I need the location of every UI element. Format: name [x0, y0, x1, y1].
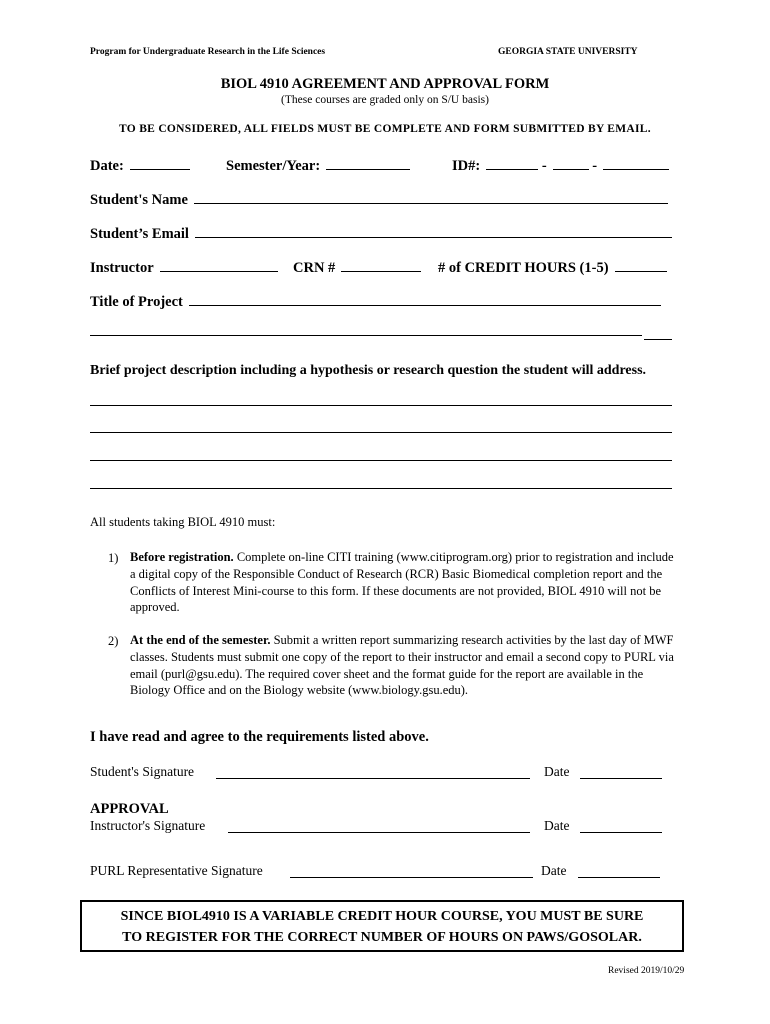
project-title-label: Title of Project: [90, 294, 183, 310]
crn-field[interactable]: [341, 259, 421, 272]
credit-hours-label: # of CREDIT HOURS (1-5): [438, 260, 609, 276]
date-field[interactable]: [130, 157, 190, 170]
id-separator-2: -: [592, 158, 598, 174]
student-name-label: Student's Name: [90, 192, 188, 208]
semester-year-field[interactable]: [326, 157, 410, 170]
id-separator-1: -: [541, 158, 547, 174]
requirement-1-text: Complete on-line CITI training (www.citiprogram.org) prior to registration and include a digital copy of the Responsible Conduct of Research (RCR) Basic Biomedical completion report and the Conflicts of Interest Mini-course to this form. If these documents are not provided, BIOL 4910 will not be approved.: [130, 550, 674, 615]
id-row: [452, 157, 669, 175]
date-row: [90, 157, 190, 175]
program-name: Program for Undergraduate Research in the Life Sciences: [90, 47, 326, 57]
project-title-field[interactable]: [189, 293, 661, 306]
student-date-label: Date: [544, 764, 570, 779]
requirement-2-text: Submit a written report summarizing research activities by the last day of MWF classes. Students must submit one copy of the report to their instructor and email a second copy to PURL via email (purl@gsu.edu). The required cover sheet and the format guide for the report are available in the Biology Office and on the Biology website (www.biology.gsu.edu).: [130, 633, 674, 698]
student-email-field[interactable]: [195, 225, 672, 238]
requirements-intro: All students taking BIOL 4910 must:: [90, 515, 276, 529]
instructor-signature-field[interactable]: [228, 832, 530, 833]
project-title-line-2[interactable]: [90, 335, 642, 336]
student-name-field[interactable]: [194, 191, 668, 204]
instructor-field[interactable]: [160, 259, 278, 272]
purl-date-field[interactable]: [578, 877, 660, 878]
student-email-row: [90, 225, 672, 243]
id-field-part1[interactable]: [486, 157, 538, 170]
credit-hours-field[interactable]: [615, 259, 667, 272]
project-title-line-2-tail[interactable]: [644, 339, 672, 340]
revision-date: Revised 2019/10/29: [608, 966, 685, 976]
requirement-2-number: 2): [108, 634, 119, 648]
purl-date-label: Date: [541, 863, 567, 878]
instructor-label: Instructor: [90, 260, 154, 276]
form-title: BIOL 4910 AGREEMENT AND APPROVAL FORM: [220, 76, 550, 92]
project-title-row: [90, 293, 661, 311]
crn-row: [293, 259, 421, 277]
id-field-part2[interactable]: [553, 157, 589, 170]
credit-hours-row: [438, 259, 667, 277]
description-line-2[interactable]: [90, 432, 672, 433]
form-subtitle: (These courses are graded only on S/U basis): [281, 94, 489, 106]
instructor-date-field[interactable]: [580, 832, 662, 833]
requirement-2-heading: At the end of the semester.: [130, 633, 271, 647]
id-label: ID#:: [452, 158, 481, 174]
student-name-row: [90, 191, 668, 209]
requirement-2: [130, 632, 678, 699]
date-label: Date:: [90, 158, 124, 174]
warning-line-2: TO REGISTER FOR THE CORRECT NUMBER OF HOURS ON PAWS/GOSOLAR.: [122, 930, 642, 945]
description-line-4[interactable]: [90, 488, 672, 489]
approval-heading: APPROVAL: [90, 801, 169, 817]
student-email-label: Student’s Email: [90, 226, 189, 242]
description-line-3[interactable]: [90, 460, 672, 461]
instructor-signature-label: Instructor's Signature: [90, 818, 206, 833]
purl-signature-field[interactable]: [290, 877, 533, 878]
student-signature-label: Student's Signature: [90, 764, 195, 779]
instructor-date-label: Date: [544, 818, 570, 833]
university-name: GEORGIA STATE UNIVERSITY: [498, 47, 638, 57]
description-label: Brief project description including a hypothesis or research question the student will address.: [90, 363, 647, 378]
description-line-1[interactable]: [90, 405, 672, 406]
requirement-1-number: 1): [108, 551, 119, 565]
requirement-1: [130, 549, 678, 616]
semester-row: [226, 157, 410, 175]
instructor-row: [90, 259, 278, 277]
purl-signature-label: PURL Representative Signature: [90, 863, 263, 878]
crn-label: CRN #: [293, 260, 336, 276]
requirement-1-heading: Before registration.: [130, 550, 234, 564]
warning-line-1: SINCE BIOL4910 IS A VARIABLE CREDIT HOUR COURSE, YOU MUST BE SURE: [120, 909, 644, 924]
student-signature-field[interactable]: [216, 778, 530, 779]
student-date-field[interactable]: [580, 778, 662, 779]
submission-notice: TO BE CONSIDERED, ALL FIELDS MUST BE COMPLETE AND FORM SUBMITTED BY EMAIL.: [119, 123, 651, 135]
registration-warning-box: [80, 900, 684, 952]
semester-year-label: Semester/Year:: [226, 158, 321, 174]
agreement-statement: I have read and agree to the requirements listed above.: [90, 729, 429, 745]
id-field-part3[interactable]: [603, 157, 669, 170]
